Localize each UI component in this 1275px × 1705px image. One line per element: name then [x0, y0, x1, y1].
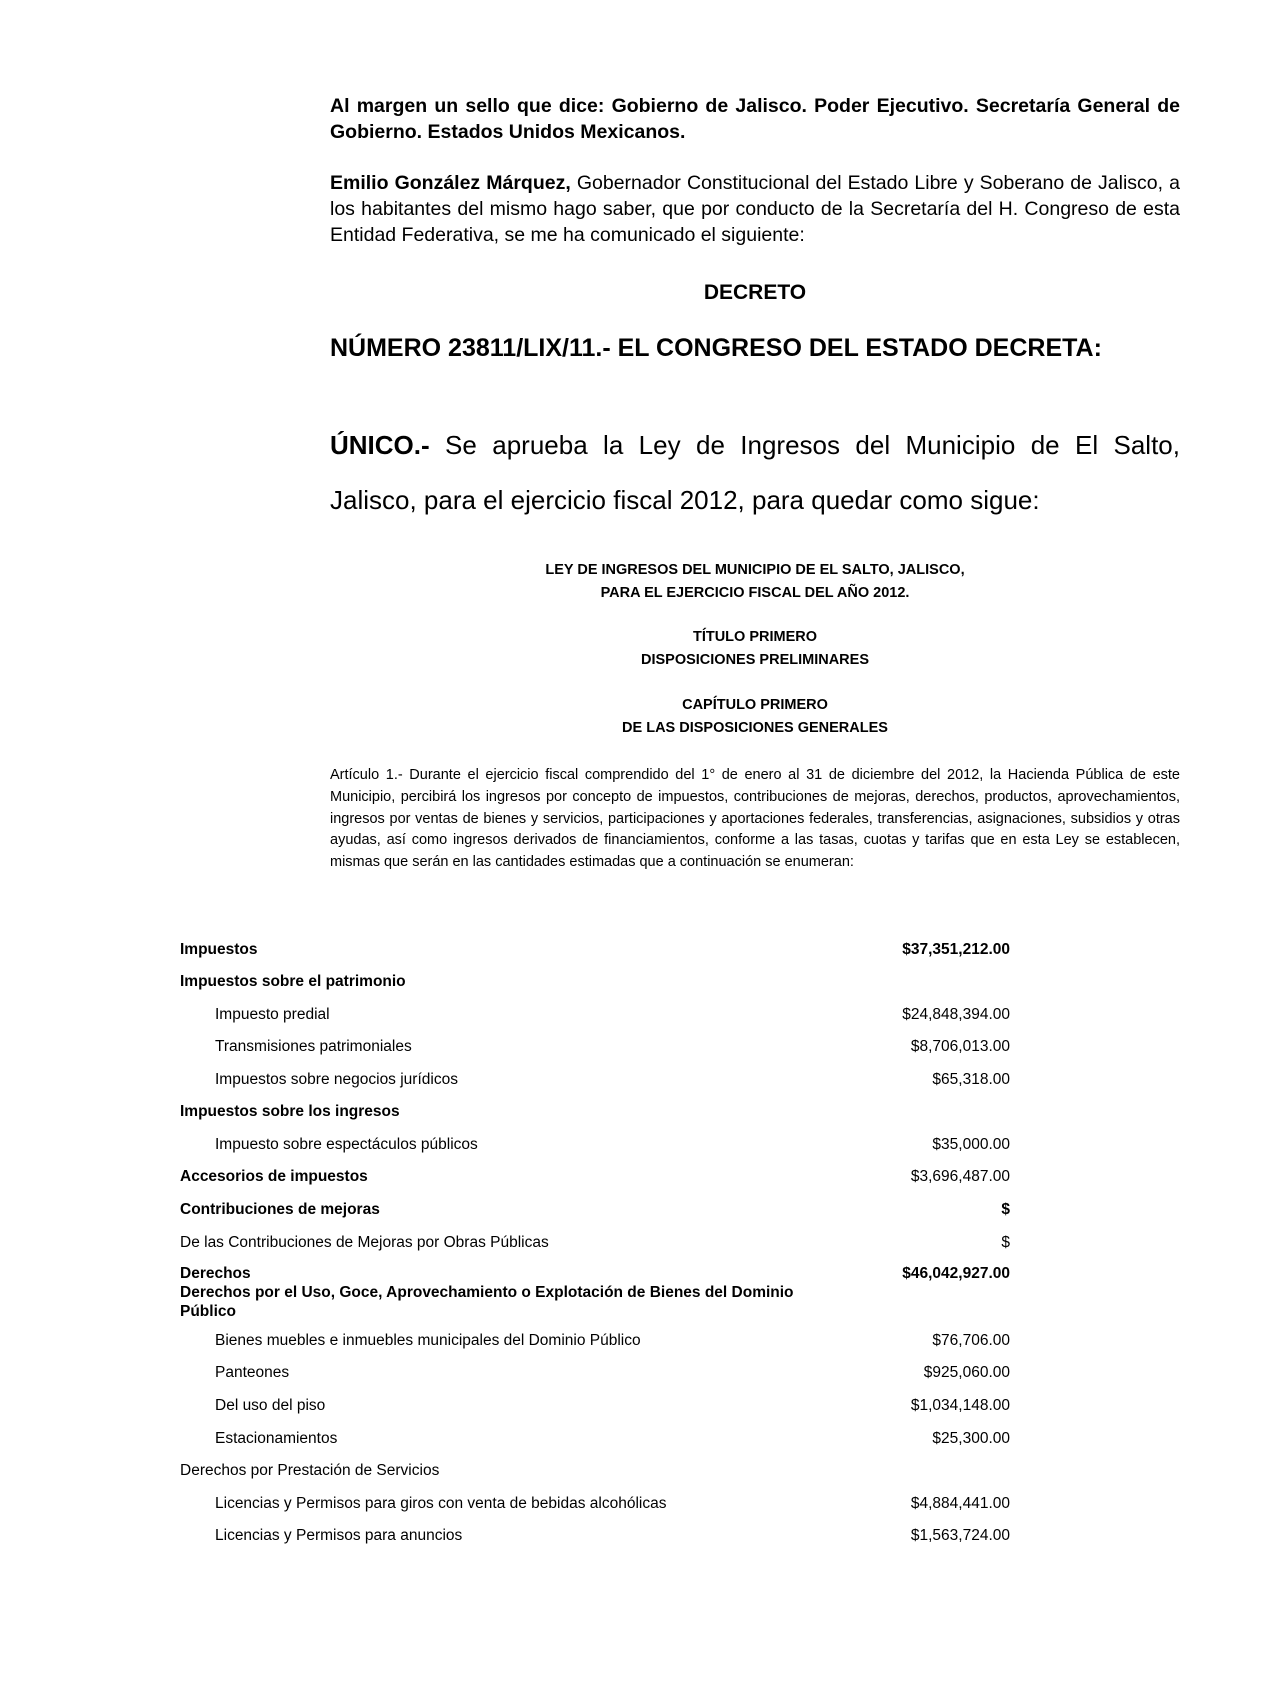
row-label: Impuesto predial: [215, 1006, 330, 1023]
title-heading-line-1: TÍTULO PRIMERO: [692, 629, 818, 645]
decreto-heading: DECRETO: [703, 281, 807, 304]
row-label: Impuestos: [180, 941, 258, 958]
row-amount: $25,300.00: [932, 1430, 1010, 1447]
numero-heading: NÚMERO 23811/LIX/11.- EL CONGRESO DEL ESTADO DECRETA:: [330, 334, 1102, 362]
row-amount: $35,000.00: [932, 1136, 1010, 1153]
row-label: Derechos: [180, 1265, 251, 1282]
row-amount: $3,696,487.00: [910, 1168, 1010, 1185]
governor-name: Emilio González Márquez,: [330, 172, 571, 194]
row-label: Impuestos sobre negocios jurídicos: [215, 1071, 458, 1088]
row-label: Derechos por Prestación de Servicios: [180, 1462, 440, 1479]
row-amount: $46,042,927.00: [902, 1265, 1010, 1282]
row-label: Accesorios de impuestos: [180, 1168, 368, 1185]
law-title-line-1: LEY DE INGRESOS DEL MUNICIPIO DE EL SALTO, JALISCO,: [545, 562, 965, 578]
law-title: [420, 559, 1090, 605]
row-label: Licencias y Permisos para giros con venta de bebidas alcohólicas: [215, 1495, 667, 1512]
intro-paragraph: [330, 170, 1180, 248]
row-label: Del uso del piso: [215, 1397, 326, 1414]
unico-text: Se aprueba la Ley de Ingresos del Municipio de El Salto, Jalisco, para el ejercicio fiscal 2012, para quedar como sigue:: [330, 430, 1180, 515]
unico-paragraph: [330, 418, 1180, 528]
row-amount: $37,351,212.00: [902, 941, 1010, 958]
row-label: Estacionamientos: [215, 1430, 338, 1447]
row-amount: $1,034,148.00: [910, 1397, 1010, 1414]
row-amount: $: [1001, 1234, 1010, 1251]
margin-note: Al margen un sello que dice: Gobierno de Jalisco. Poder Ejecutivo. Secretaría General de Gobierno. Estados Unidos Mexicanos.: [330, 95, 1180, 143]
row-amount: $4,884,441.00: [910, 1495, 1010, 1512]
article-1-paragraph: Artículo 1.- Durante el ejercicio fiscal comprendido del 1° de enero al 31 de diciembre del 2012, la Hacienda Pública de este Municipio, percibirá los ingresos por concepto de impuestos, contribuciones de mejoras, derechos, productos, aprovechamientos, ingresos por ventas de bienes y servicios, participaciones y aportaciones federales, transferencias, asignaciones, subsidios y otras ayudas, así como ingresos derivados de financiamientos, conforme a las tasas, cuotas y tarifas que en esta Ley se establecen, mismas que serán en las cantidades estimadas que a continuación se enumeran:: [330, 767, 1180, 871]
row-amount: $: [1001, 1201, 1010, 1218]
row-amount: $925,060.00: [923, 1364, 1010, 1381]
row-label: Bienes muebles e inmuebles municipales del Dominio Público: [215, 1332, 641, 1349]
row-label: Panteones: [215, 1364, 290, 1381]
row-label: Impuestos sobre los ingresos: [180, 1103, 400, 1120]
row-label: Contribuciones de mejoras: [180, 1201, 380, 1218]
title-heading-line-2: DISPOSICIONES PRELIMINARES: [640, 652, 869, 668]
chapter-heading: [420, 694, 1090, 740]
unico-label: ÚNICO.-: [330, 430, 430, 460]
chapter-heading-line-1: CAPÍTULO PRIMERO: [682, 697, 828, 713]
title-heading: [420, 626, 1090, 672]
row-label: Transmisiones patrimoniales: [215, 1038, 412, 1055]
row-amount: $76,706.00: [932, 1332, 1010, 1349]
row-amount: $65,318.00: [932, 1071, 1010, 1088]
row-amount: $24,848,394.00: [902, 1006, 1010, 1023]
row-label: Impuesto sobre espectáculos públicos: [215, 1136, 478, 1153]
row-amount: $1,563,724.00: [910, 1527, 1010, 1544]
intro-text: Gobernador Constitucional del Estado Libre y Soberano de Jalisco, a los habitantes del mismo hago saber, que por conducto de la Secretaría del H. Congreso de esta Entidad Federativa, se me ha comunicado el siguiente:: [330, 172, 1180, 246]
chapter-heading-line-2: DE LAS DISPOSICIONES GENERALES: [622, 720, 888, 736]
law-title-line-2: PARA EL EJERCICIO FISCAL DEL AÑO 2012.: [600, 585, 910, 601]
row-label: Impuestos sobre el patrimonio: [180, 973, 406, 990]
table-row: [180, 1264, 1010, 1320]
row-label: De las Contribuciones de Mejoras por Obras Públicas: [180, 1234, 549, 1251]
row-sublabel: Derechos por el Uso, Goce, Aprovechamiento o Explotación de Bienes del Dominio Público: [180, 1284, 794, 1320]
row-label: Licencias y Permisos para anuncios: [215, 1527, 463, 1544]
row-amount: $8,706,013.00: [910, 1038, 1010, 1055]
